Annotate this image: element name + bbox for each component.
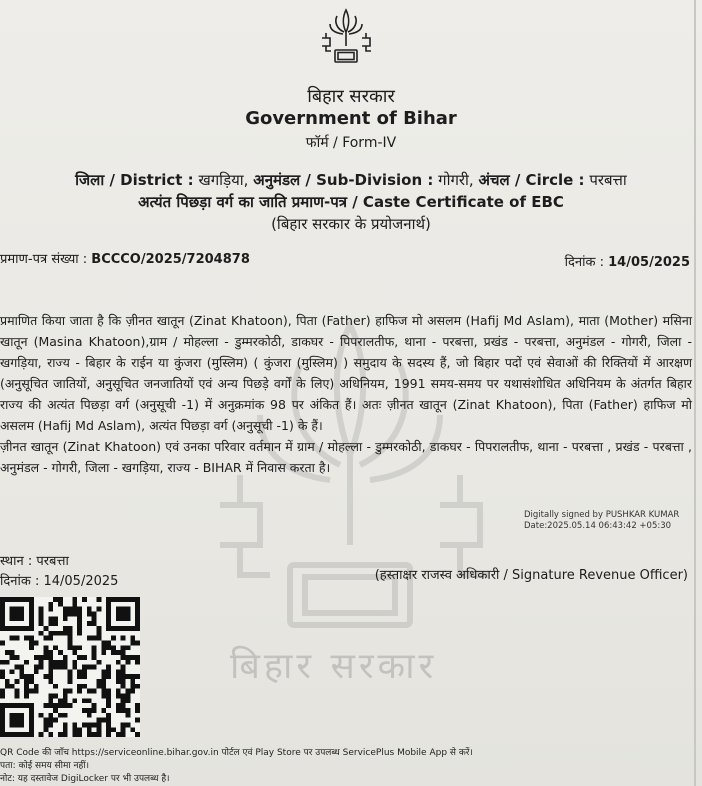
district-label: जिला / District : — [75, 171, 194, 189]
issue-date-label: दिनांक : — [564, 255, 604, 270]
place-date-block — [0, 552, 118, 592]
state-hindi: बिहार सरकार — [307, 86, 395, 107]
jurisdiction-line — [0, 170, 702, 190]
certificate-paragraph-1: प्रमाणित किया जाता है कि ज़ीनत खातून (Zinat Khatoon), पिता (Father) हाफिज मो असलम (Hafij Md Aslam), माता (Mother) मसिना खातून (Masina Khatoon),ग्राम / मोहल्ला - डुम्मरकोठी, डाकघर - पिपरालतीफ, थाना - परबत्ता, प्रखंड - परबत्ता, अनुमंडल - गोगरी, जिला - खगड़िया, राज्य - बिहार के राईन या कुंजरा (मुस्लिम) ( कुंजरा (मुस्लिम) ) समुदाय के सदस्य हैं, जो बिहार पदों एवं सेवाओं की रिक्तियों में आरक्षण (अनुसूचित जातियों, अनुसूचित जनजातियों एवं अन्य पिछड़े वर्गों के लिए) अधिनियम, 1991 समय-समय पर यथासंशोधित अधिनियम के अंतर्गत बिहार राज्य की अत्यंत पिछड़ा वर्ग (अनुसूची -1) में अनुक्रमांक 98 पर अंकित हैं। अतः ज़ीनत खातून (Zinat Khatoon), पिता (Father) हाफिज मो असलम (Hafij Md Aslam), अत्यंत पिछड़ा वर्ग (अनुसूची -1) के हैं। — [0, 313, 692, 433]
digital-signature — [524, 510, 679, 532]
digital-signature-date: Date:2025.05.14 06:43:42 +05:30 — [524, 521, 672, 531]
certificate-number-value: BCCCO/2025/7204878 — [91, 252, 250, 267]
officer-signature: (हस्ताक्षर राजस्व अधिकारी / Signature Revenue Officer) — [374, 568, 688, 583]
place-label: स्थान : परबत्ता — [0, 554, 69, 569]
certificate-number-label: प्रमाण-पत्र संख्या : — [0, 252, 88, 267]
circle-label: अंचल / Circle : — [478, 171, 585, 189]
certificate-title: अत्यंत पिछड़ा वर्ग का जाति प्रमाण-पत्र / Caste Certificate of EBC — [138, 193, 564, 211]
footer-digilocker-note: नोट: यह दस्तावेज DigiLocker पर भी उपलब्ध है। — [0, 774, 170, 784]
district-value: खगड़िया, — [198, 171, 249, 189]
certificate-purpose: (बिहार सरकार के प्रयोजनार्थ) — [271, 215, 431, 233]
certificate-paragraph-2: ज़ीनत खातून (Zinat Khatoon) एवं उनका परिवार वर्तमान में ग्राम / मोहल्ला - डुम्मरकोठी, डाकघर - पिपरालतीफ, थाना - परबत्ता , प्रखंड - परबत्ता , अनुमंडल - गोगरी, जिला - खगड़िया, राज्य - BIHAR में निवास करता है। — [0, 439, 692, 475]
place-date: दिनांक : 14/05/2025 — [0, 574, 119, 589]
issue-date-value: 14/05/2025 — [608, 255, 690, 270]
bihar-emblem-icon — [318, 8, 374, 66]
digital-signature-name: Digitally signed by PUSHKAR KUMAR — [524, 510, 680, 520]
watermark-text: बिहार सरकार — [230, 646, 438, 687]
qr-code-icon — [0, 597, 140, 737]
issue-date — [565, 252, 690, 270]
footer-validity-note: पता: कोई समय सीमा नहीं। — [0, 761, 90, 771]
circle-value: परबत्ता — [589, 171, 627, 189]
footer-qr-note: QR Code की जाँच https://serviceonline.bihar.gov.in पोर्टल एवं Play Store पर उपलब्ध ServicePlus Mobile App से करें। — [0, 748, 473, 758]
subdivision-value: गोगरी, — [438, 171, 474, 189]
form-number: फॉर्म / Form-IV — [305, 135, 397, 151]
subdivision-label: अनुमंडल / Sub-Division : — [253, 171, 434, 189]
state-english: Government of Bihar — [245, 108, 457, 129]
certificate-number — [0, 249, 250, 267]
